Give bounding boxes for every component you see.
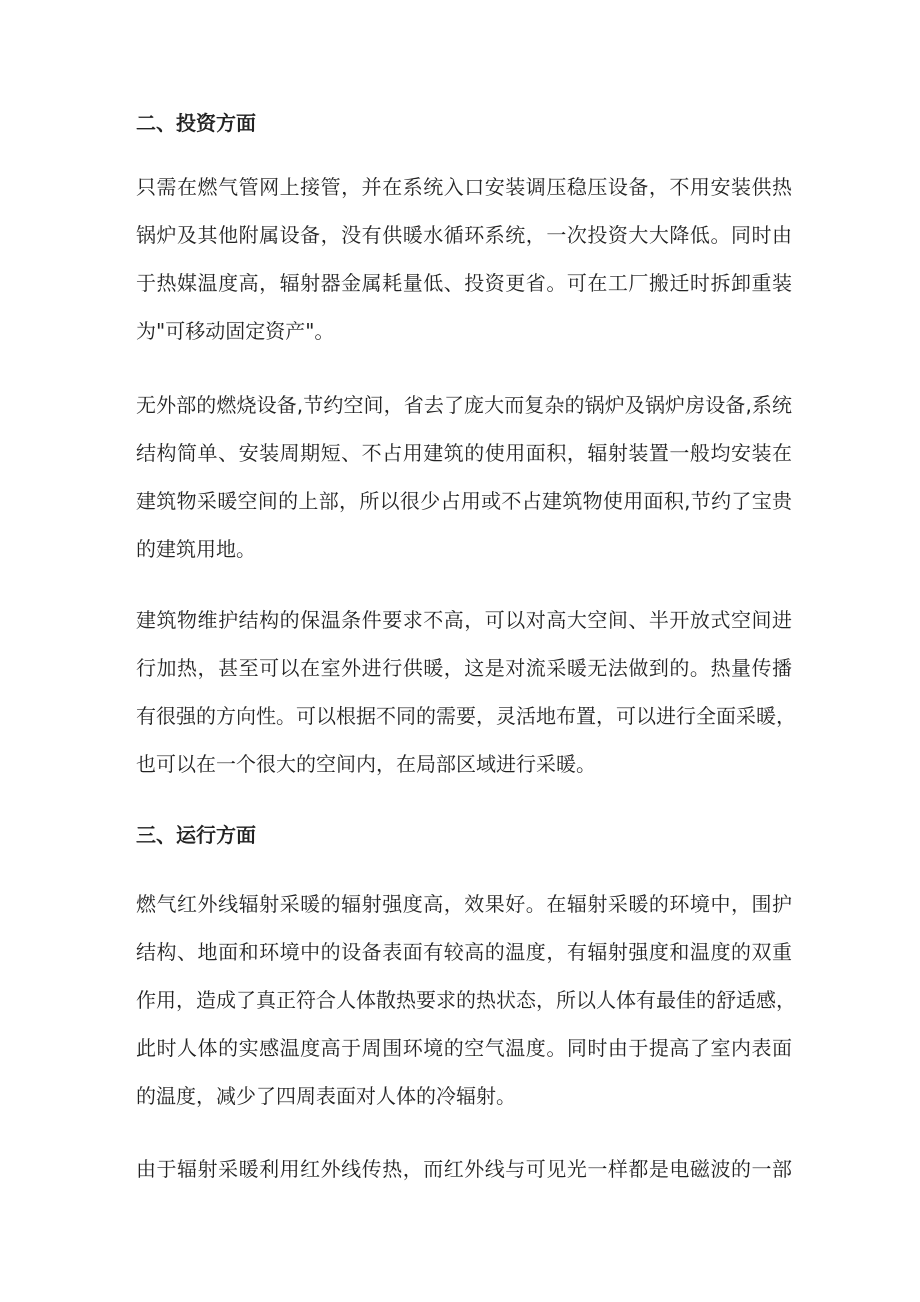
paragraph-operation-2 — [136, 1145, 792, 1193]
text-line: 建筑物采暖空间的上部，所以很少占用或不占建筑物使用面积,节约了宝贵 — [136, 489, 792, 513]
section-heading-invest: 二、投资方面 — [136, 111, 256, 135]
text-line: 无外部的燃烧设备,节约空间，省去了庞大而复杂的锅炉及锅炉房设备,系统 — [136, 393, 792, 417]
text-line: 为"可移动固定资产"。 — [136, 319, 335, 343]
section-heading-operation: 三、运行方面 — [136, 823, 256, 847]
text-line: 于热媒温度高，辐射器金属耗量低、投资更省。可在工厂搬迁时拆卸重装 — [136, 271, 792, 295]
paragraph-invest-3 — [136, 596, 796, 788]
text-line: 行加热，甚至可以在室外进行供暖，这是对流采暖无法做到的。热量传播 — [136, 656, 792, 680]
text-line: 锅炉及其他附属设备，没有供暖水循环系统，一次投资大大降低。同时由 — [136, 223, 792, 247]
text-line: 的建筑用地。 — [136, 537, 256, 561]
text-line: 建筑物维护结构的保温条件要求不高，可以对高大空间、半开放式空间进 — [136, 608, 792, 632]
text-line: 也可以在一个很大的空间内，在局部区域进行采暖。 — [136, 752, 596, 776]
text-line: 有很强的方向性。可以根据不同的需要，灵活地布置，可以进行全面采暖， — [136, 704, 796, 728]
text-line: 结构简单、安装周期短、不占用建筑的使用面积，辐射装置一般均安装在 — [136, 441, 792, 465]
text-line: 由于辐射采暖利用红外线传热，而红外线与可见光一样都是电磁波的一部 — [136, 1157, 792, 1181]
paragraph-operation-1 — [136, 880, 796, 1120]
text-line: 燃气红外线辐射采暖的辐射强度高，效果好。在辐射采暖的环境中，围护 — [136, 892, 792, 916]
paragraph-invest-1 — [136, 163, 792, 355]
text-line: 此时人体的实感温度高于周围环境的空气温度。同时由于提高了室内表面 — [136, 1036, 792, 1060]
text-line: 结构、地面和环境中的设备表面有较高的温度，有辐射强度和温度的双重 — [136, 940, 792, 964]
paragraph-invest-2 — [136, 381, 792, 573]
text-line: 作用，造成了真正符合人体散热要求的热状态，所以人体有最佳的舒适感， — [136, 988, 796, 1012]
text-line: 只需在燃气管网上接管，并在系统入口安装调压稳压设备，不用安装供热 — [136, 175, 792, 199]
text-line: 的温度，减少了四周表面对人体的冷辐射。 — [136, 1084, 516, 1108]
